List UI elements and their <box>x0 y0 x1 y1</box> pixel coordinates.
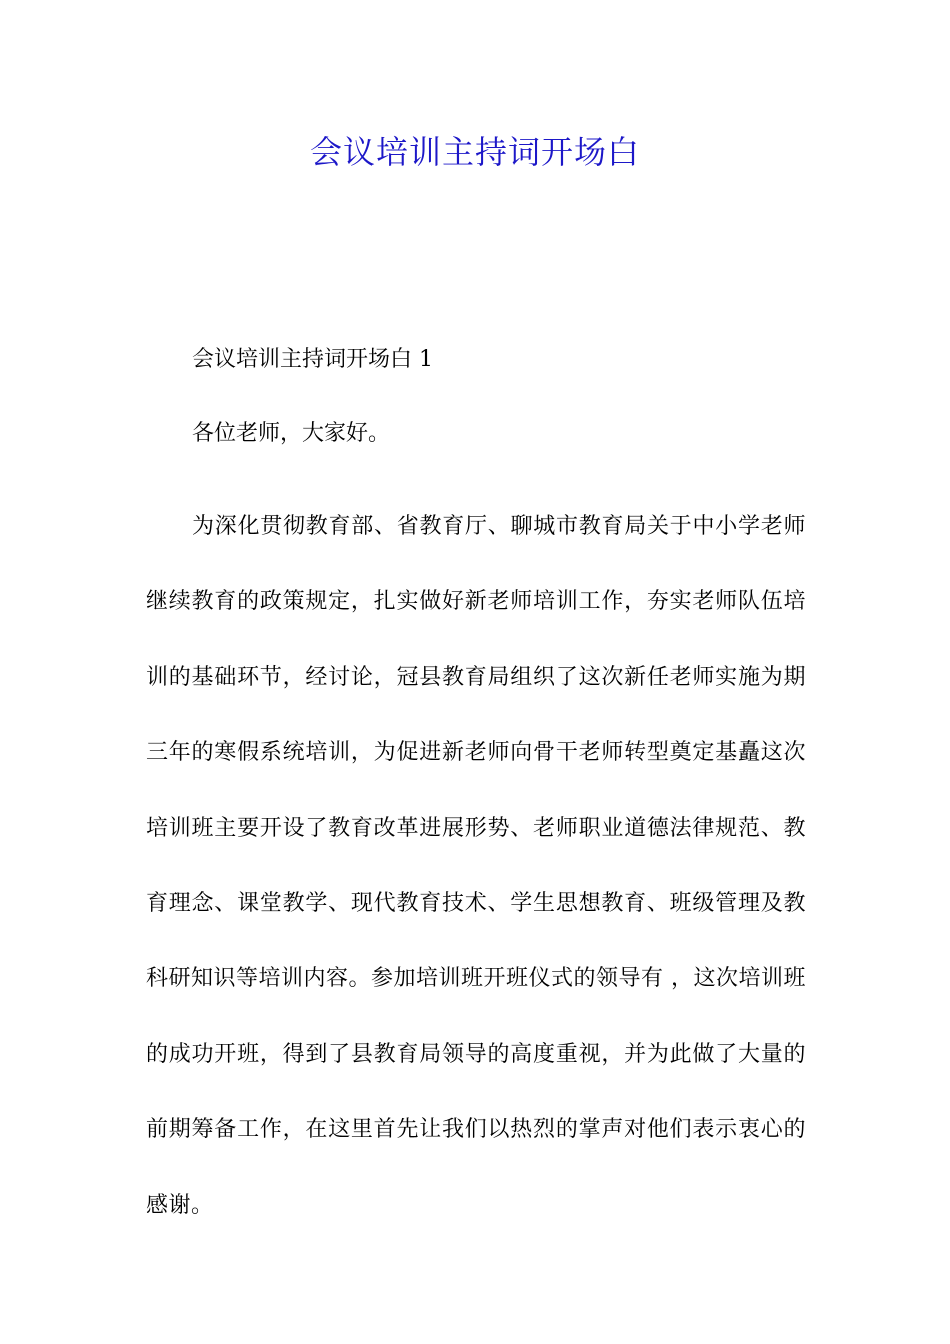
body-paragraph: 为深化贯彻教育部、省教育厅、聊城市教育局关于中小学老师继续教育的政策规定，扎实做好新老师培训工作，夯实老师队伍培训的基础环节，经讨论，冠县教育局组织了这次新任老师实施为期三年的寒假系统培训，为促进新老师向骨干老师转型奠定基矗这次培训班主要开设了教育改革进展形势、老师职业道德法律规范、教育理念、课堂教学、现代教育技术、学生思想教育、班级管理及教科研知识等培训内容。参加培训班开班仪式的领导有 ，这次培训班的成功开班，得到了县教育局领导的高度重视，并为此做了大量的前期筹备工作，在这里首先让我们以热烈的掌声对他们表示衷心的感谢。 <box>146 514 806 1218</box>
greeting-text: 各位老师，大家好。 <box>192 421 391 446</box>
section-heading: 会议培训主持词开场白 1 <box>192 347 433 372</box>
document-title: 会议培训主持词开场白 <box>309 133 640 171</box>
